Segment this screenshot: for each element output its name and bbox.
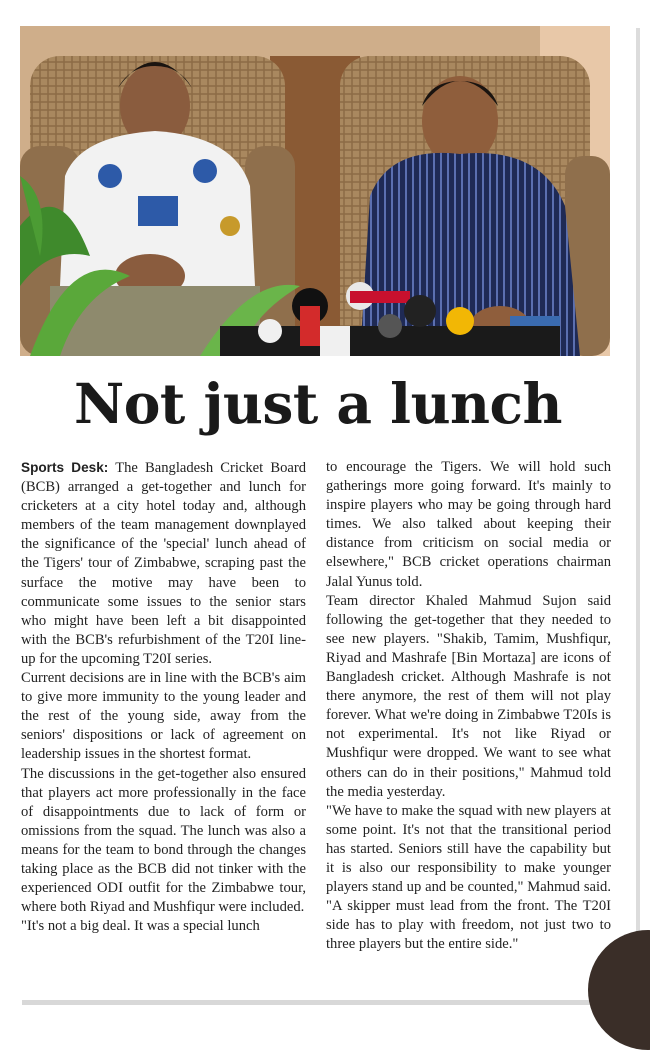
bottom-divider (22, 1000, 642, 1005)
paragraph-text: The Bangladesh Cricket Board (BCB) arranged a get-together and lunch for cricketers at a city hotel today and, although members of the team management downplayed the significance of the 'special' lunch ahead of the Tigers' tour of Zimbabwe, scraping past the surface the motive may have been to communicate some issues to the senior stars who might have been left a bit disappointed with the BCB's refurbishment of the T20I line-up for the upcoming T20I series. (21, 460, 306, 667)
article-column-right (326, 458, 611, 954)
press-conference-photo (20, 26, 610, 356)
byline: Sports Desk: (21, 460, 109, 475)
article-column-left (21, 458, 306, 936)
paragraph: The discussions in the get-together also ensured that players act more professionally in the face of disappointments due to lack of form or omissions from the squad. The lunch was also a means for the team to bond through the changes taking place as the BCB did not tinker with the experienced ODI outfit for the Zimbabwe tour, where both Riyad and Mushfiqur were included. (21, 765, 306, 916)
column-divider (636, 28, 640, 1013)
paragraph (21, 458, 306, 669)
paragraph: Team director Khaled Mahmud Sujon said following the get-together that they needed to see new players. "Shakib, Tamim, Mushfiqur, Riyad and Mashrafe [Bin Mortaza] are icons of Bangladesh cricket. Although Mashrafe is not there anymore, the rest of them will not play forever. What we're doing in Zimbabwe T20Is is not experimental. It's not like Riyad or Mushfiqur were dropped. We want to see what others can do in their positions," Mahmud told the media yesterday. (326, 592, 611, 800)
paragraph: "We have to make the squad with new players at some point. It's not that the transitional period has started. Seniors still have the capability but it is also our responsibility to make younger players stand up and be counted," Mahmud said. "A skipper must lead from the front. The T20I side has to play with freedom, not just two to three players but the entire side." (326, 802, 611, 953)
headline: Not just a lunch (73, 371, 563, 436)
paragraph: to encourage the Tigers. We will hold such gatherings more going forward. It's mainly to inspire players who may be going through hard times. We also talked about keeping their distance from criticism on social media or elsewhere," BCB cricket operations chairman Jalal Yunus told. (326, 459, 611, 590)
paragraph: "It's not a big deal. It was a special lunch (21, 918, 260, 935)
paragraph: Current decisions are in line with the BCB's aim to give more immunity to the young leader and the rest of the young side, away from the seniors' dispositions or lack of agreement on leadership issues in the shortest format. (21, 670, 306, 763)
